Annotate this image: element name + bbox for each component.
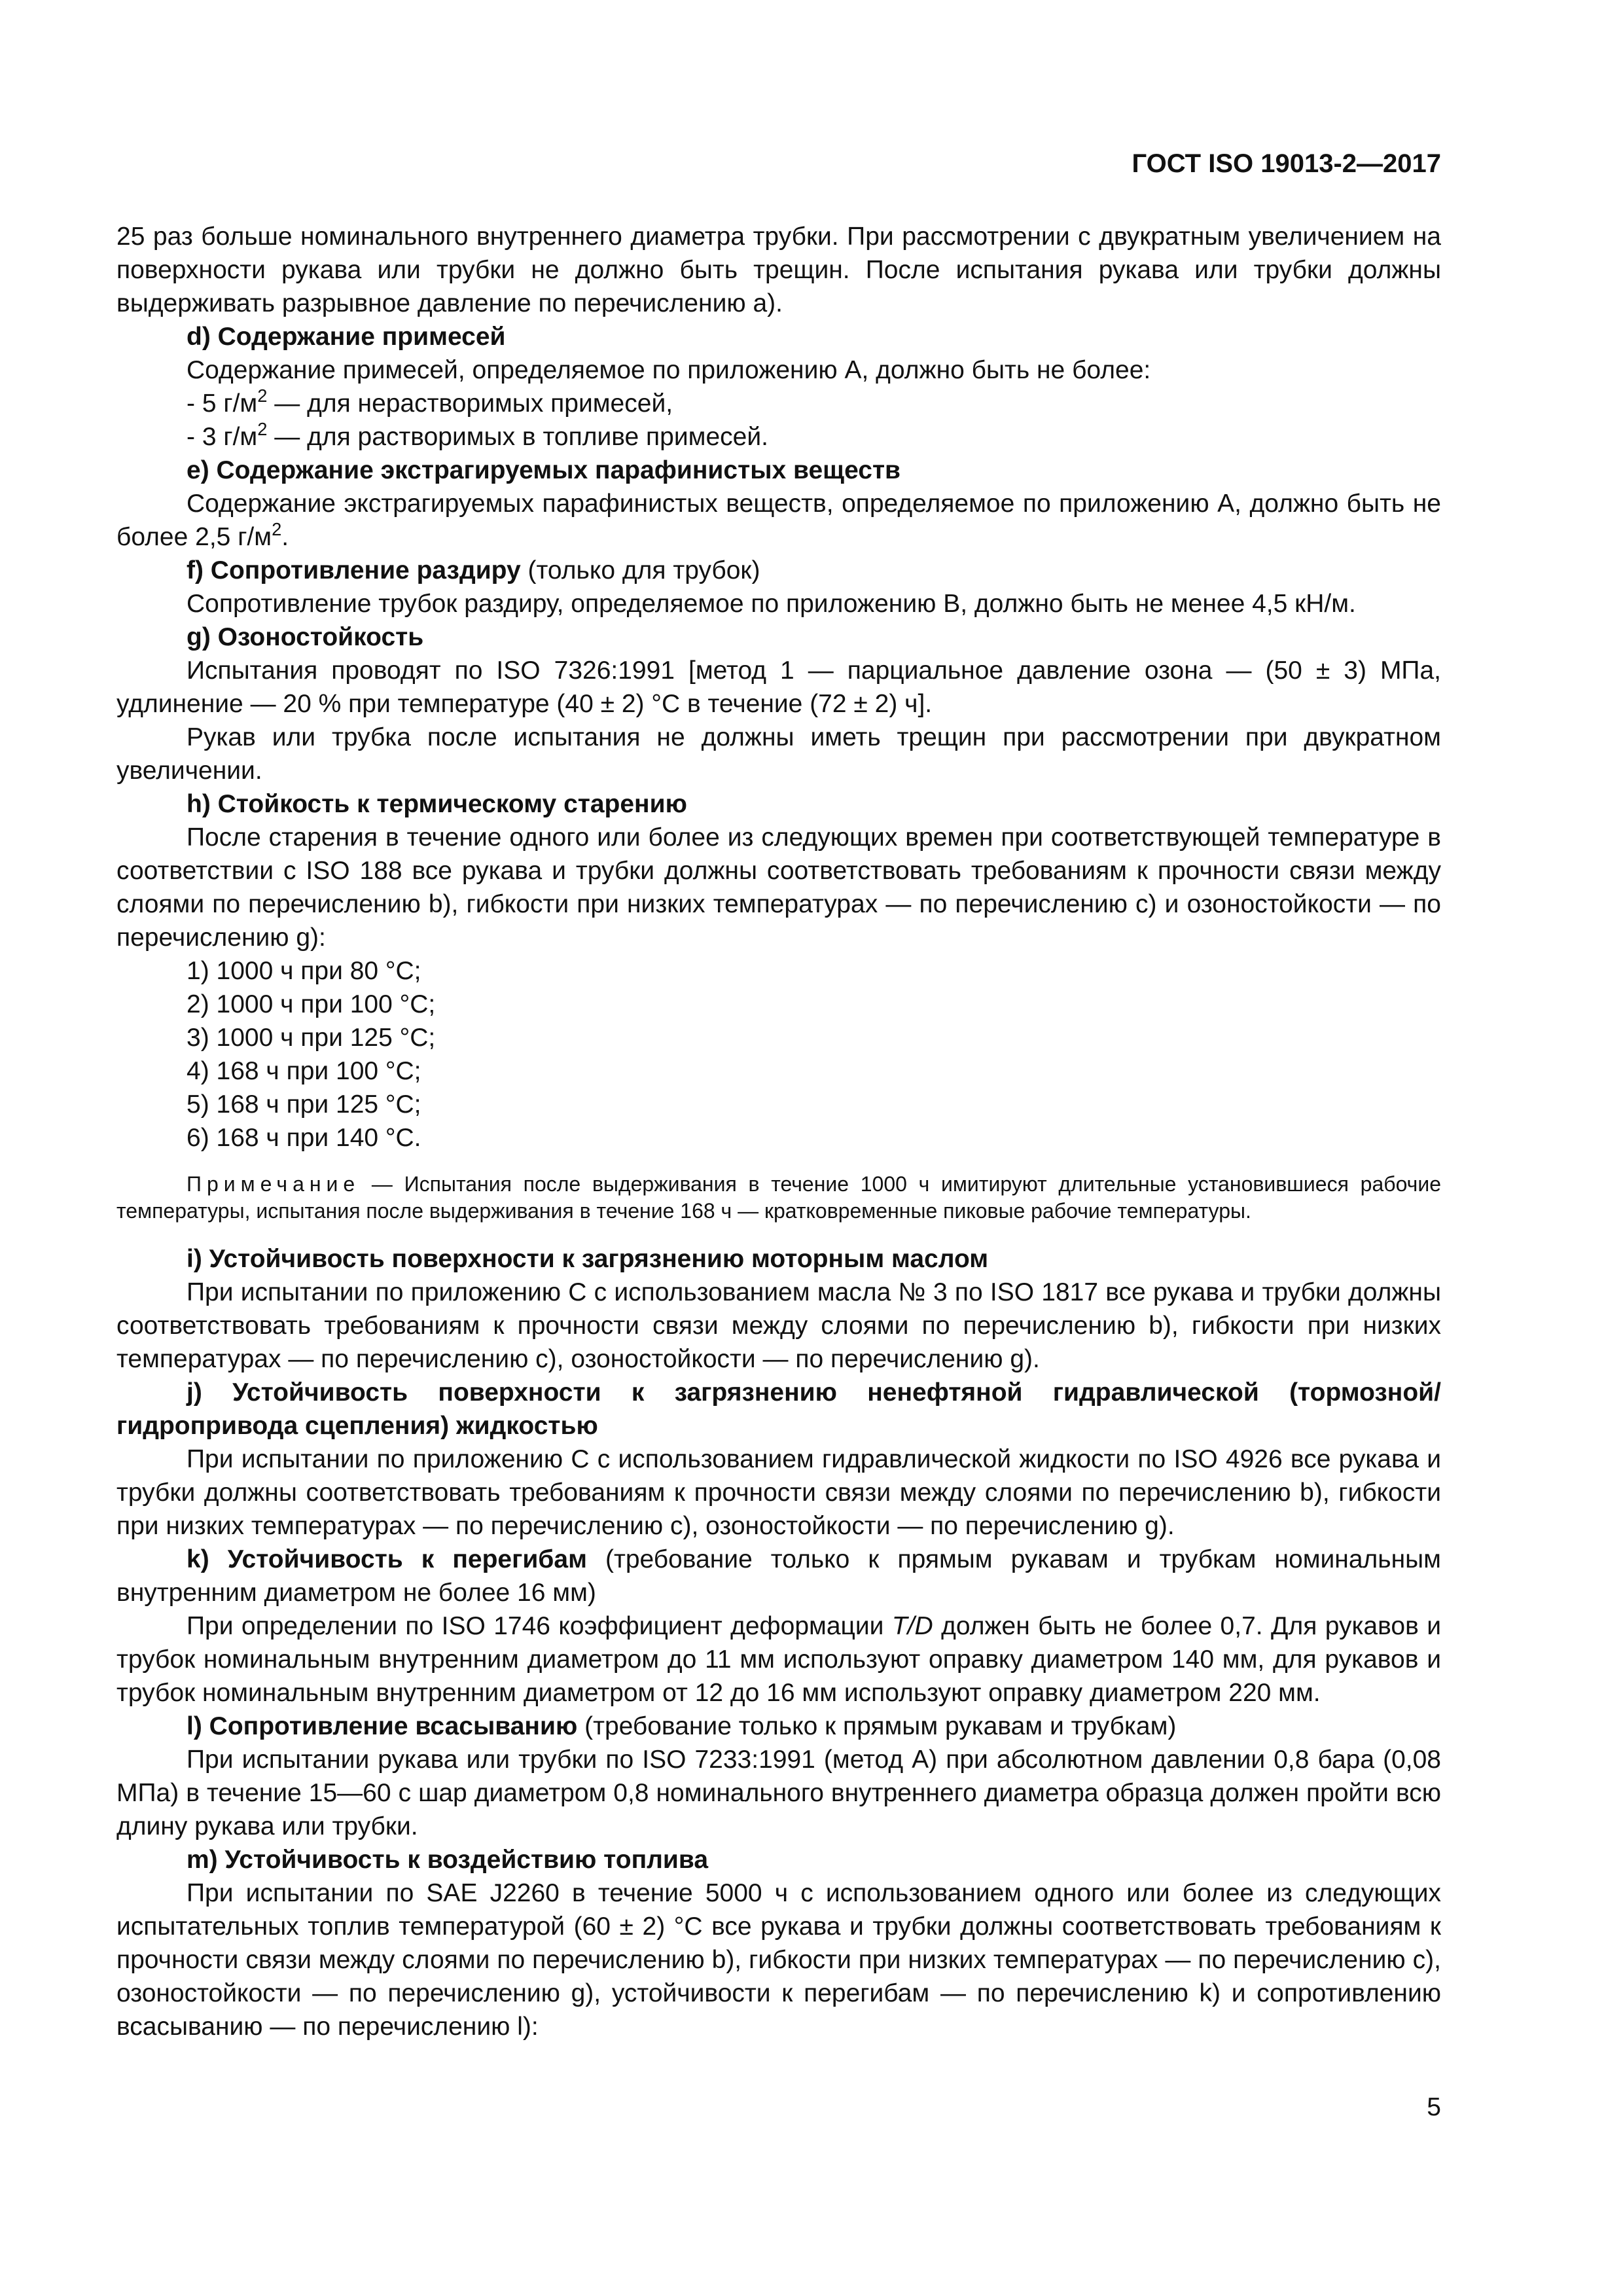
section-f-heading-text: f) Сопротивление раздиру bbox=[187, 556, 521, 584]
section-e-end: . bbox=[281, 523, 289, 551]
section-j-heading bbox=[116, 1376, 1441, 1443]
page-number: 5 bbox=[1427, 2093, 1441, 2121]
section-h-heading bbox=[116, 787, 1441, 821]
aging-conditions-list bbox=[116, 954, 1441, 1155]
section-d-item-1 bbox=[116, 387, 1441, 420]
section-h-text: После старения в течение одного или более из следующих времен при соответствующей температуре в соответствии с ISO 188 все рукава и трубки должны соответствовать требованиям к прочности связи между слоями по перечислению b), гибкости при низких температурах — по перечислению с) и озоностойкости — по перечислению g): bbox=[116, 823, 1441, 952]
section-e-text bbox=[116, 487, 1441, 554]
list-item: 6) 168 ч при 140 °С. bbox=[187, 1124, 421, 1152]
section-j-heading-text: j) Устойчивость поверхности к загрязнению ненефтяной гидравлической (тормозной/гидропривода сцепления) жидкостью bbox=[116, 1378, 1441, 1440]
item-2-sup: 2 bbox=[257, 419, 268, 439]
list-item: 5) 168 ч при 125 °С; bbox=[187, 1090, 421, 1119]
section-d-text: Содержание примесей, определяемое по приложению А, должно быть не более: bbox=[187, 356, 1151, 384]
section-l-heading-text: l) Сопротивление всасыванию bbox=[187, 1712, 578, 1740]
section-k-heading-text: k) Устойчивость к перегибам bbox=[187, 1545, 587, 1573]
section-e-text-main: Содержание экстрагируемых парафинистых веществ, определяемое по приложению А, должно быть не более 2,5 г/м bbox=[116, 490, 1441, 551]
section-f-heading bbox=[116, 554, 1441, 587]
item-1-post: — для нерастворимых примесей, bbox=[267, 389, 673, 418]
section-d-item-2 bbox=[116, 420, 1441, 454]
section-i-heading-text: i) Устойчивость поверхности к загрязнению моторным маслом bbox=[187, 1245, 989, 1273]
item-2-post: — для растворимых в топливе примесей. bbox=[267, 423, 768, 451]
section-i-text: При испытании по приложению С с использованием масла № 3 по ISO 1817 все рукава и трубки должны соответствовать требованиям к прочности связи между слоями по перечислению b), гибкости при низких температурах — по перечислению с), озоностойкости — по перечислению g). bbox=[116, 1278, 1441, 1373]
document-body bbox=[116, 220, 1441, 2043]
section-e-sup: 2 bbox=[272, 519, 282, 539]
section-g-text-1: Испытания проводят по ISO 7326:1991 [метод 1 — парциальное давление озона — (50 ± 3) МПа, удлинение — 20 % при температуре (40 ± 2) °С в течение (72 ± 2) ч]. bbox=[116, 656, 1441, 718]
section-m-text: При испытании по SAE J2260 в течение 5000 ч с использованием одного или более из следующих испытательных топлив температурой (60 ± 2) °С все рукава и трубки должны соответствовать требованиям к прочности связи между слоями по перечислению b), гибкости при низких температурах — по перечислению с), озоностойкости — по перечислению g), устойчивости к перегибам — по перечислению k) и сопротивлению всасыванию — по перечислению l): bbox=[116, 1879, 1441, 2041]
item-1-sup: 2 bbox=[257, 386, 268, 406]
list-item: 1) 1000 ч при 80 °С; bbox=[187, 957, 421, 985]
item-2-pre: - 3 г/м bbox=[187, 423, 258, 451]
section-e-heading-text: e) Содержание экстрагируемых парафинистых веществ bbox=[187, 456, 901, 484]
document-code-header: ГОСТ ISO 19013-2—2017 bbox=[1132, 149, 1441, 178]
section-g-heading-text: g) Озоностойкость bbox=[187, 623, 424, 651]
item-1-pre: - 5 г/м bbox=[187, 389, 258, 418]
section-k-text-italic: T/D bbox=[891, 1612, 933, 1640]
intro-paragraph: 25 раз больше номинального внутреннего диаметра трубки. При рассмотрении с двукратным увеличением на поверхности рукава или трубки не должно быть трещин. После испытания рукава или трубки должны выдерживать разрывное давление по перечислению а). bbox=[116, 223, 1441, 317]
note-paragraph bbox=[116, 1171, 1441, 1225]
section-h-heading-text: h) Стойкость к термическому старению bbox=[187, 790, 687, 818]
list-item: 2) 1000 ч при 100 °С; bbox=[187, 990, 436, 1018]
section-m-heading-text: m) Устойчивость к воздействию топлива bbox=[187, 1846, 709, 1874]
section-k-heading bbox=[116, 1543, 1441, 1609]
note-label: Примечание bbox=[187, 1172, 361, 1196]
section-g-text-2: Рукав или трубка после испытания не должны иметь трещин при рассмотрении при двукратном увеличении. bbox=[116, 723, 1441, 785]
section-j-text: При испытании по приложению С с использованием гидравлической жидкости по ISO 4926 все рукава и трубки должны соответствовать требованиям к прочности связи между слоями по перечислению b), гибкости при низких температурах — по перечислению с), озоностойкости — по перечислению g). bbox=[116, 1445, 1441, 1540]
section-k-text bbox=[116, 1609, 1441, 1710]
note-text: — Испытания после выдерживания в течение 1000 ч имитируют длительные установившиеся рабочие температуры, испытания после выдерживания в течение 168 ч — кратковременные пиковые рабочие температуры. bbox=[116, 1172, 1441, 1223]
section-g-heading bbox=[116, 620, 1441, 654]
section-d-heading bbox=[116, 320, 1441, 353]
list-item: 3) 1000 ч при 125 °С; bbox=[187, 1024, 436, 1052]
section-l-heading-note: (требование только к прямым рукавам и трубкам) bbox=[577, 1712, 1177, 1740]
section-e-heading bbox=[116, 454, 1441, 487]
section-m-heading bbox=[116, 1843, 1441, 1876]
list-item: 4) 168 ч при 100 °С; bbox=[187, 1057, 421, 1085]
section-k-text-pre: При определении по ISO 1746 коэффициент деформации bbox=[187, 1612, 892, 1640]
section-d-heading-text: d) Содержание примесей bbox=[187, 323, 506, 351]
section-k-text-post: должен быть не более 0,7. Для рукавов и трубок номинальным внутренним диаметром до 11 мм используют оправку диаметром 140 мм, для рукавов и трубок номинальным внутренним диаметром от 12 до 16 мм используют оправку диаметром 220 мм. bbox=[116, 1612, 1441, 1707]
section-k-heading-note: (требование только к прямым рукавам и трубкам номинальным внутренним диаметром не более 16 мм) bbox=[116, 1545, 1441, 1607]
section-i-heading bbox=[116, 1242, 1441, 1276]
section-l-text: При испытании рукава или трубки по ISO 7233:1991 (метод А) при абсолютном давлении 0,8 бара (0,08 МПа) в течение 15—60 с шар диаметром 0,8 номинального внутреннего диаметра образца должен пройти всю длину рукава или трубки. bbox=[116, 1746, 1441, 1840]
section-f-text: Сопротивление трубок раздиру, определяемое по приложению В, должно быть не менее 4,5 кН/м. bbox=[187, 590, 1356, 618]
section-f-heading-note: (только для трубок) bbox=[520, 556, 760, 584]
section-l-heading bbox=[116, 1710, 1441, 1743]
